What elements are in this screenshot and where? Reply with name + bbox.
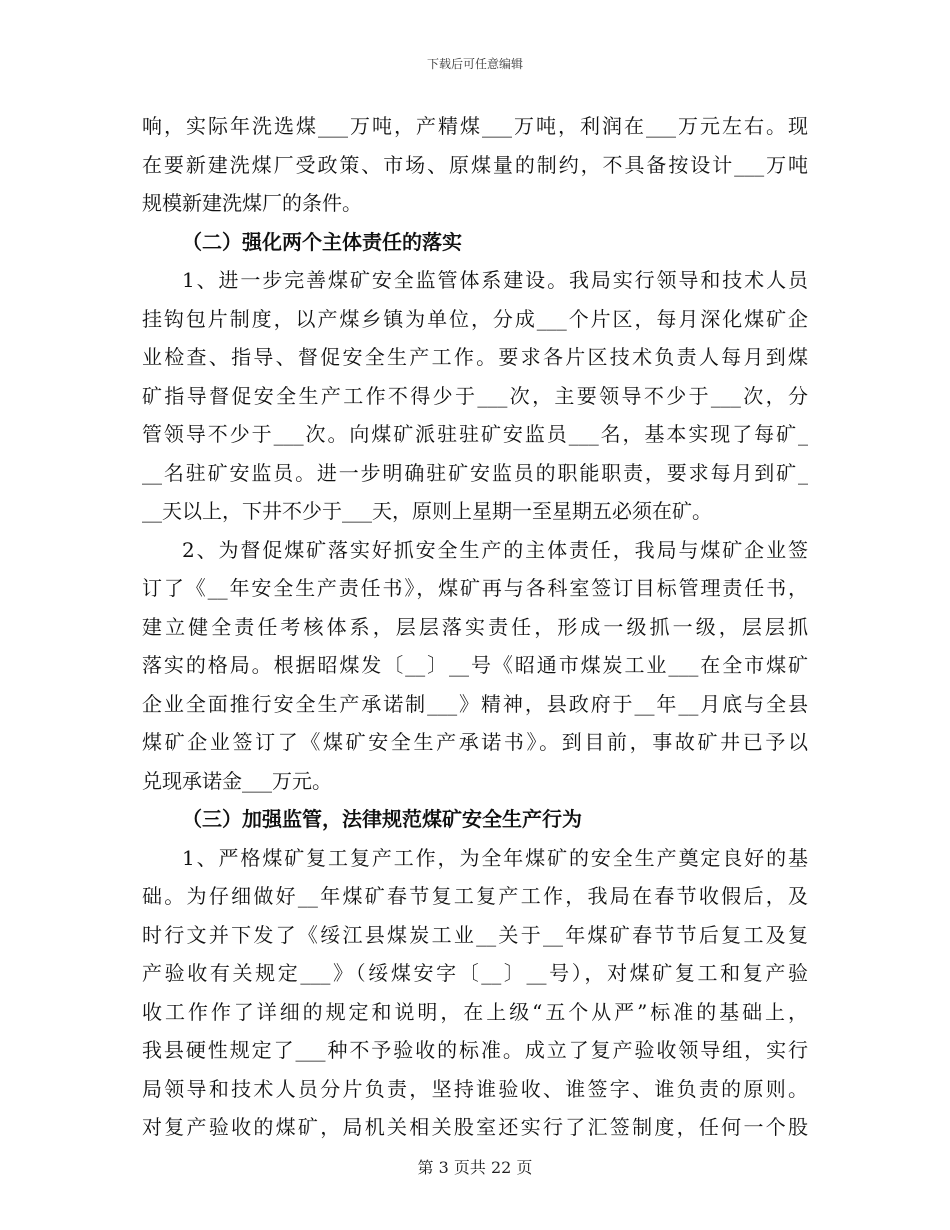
text-line: 企业全面推行安全生产承诺制___》精神，县政府于__年__月底与全县	[142, 691, 808, 716]
text-line: 产验收有关规定___》（绥煤安字〔__〕__号），对煤矿复工和复产验	[142, 961, 808, 985]
document-body	[142, 107, 808, 1147]
text-line: 矿指导督促安全生产工作不得少于___次，主要领导不少于___次，分	[142, 383, 808, 408]
text-line: __天以上，下井不少于___天，原则上星期一至星期五必须在矿。	[142, 499, 712, 523]
text-line: 响，实际年洗选煤___万吨，产精煤___万吨，利润在___万元左右。现	[142, 114, 808, 138]
text-line: 业检查、指导、督促安全生产工作。要求各片区技术负责人每月到煤	[142, 345, 808, 369]
text-line: 时行文并下发了《绥江县煤炭工业__关于__年煤矿春节节后复工及复	[142, 922, 808, 947]
text-line: 订了《__年安全生产责任书》，煤矿再与各科室签订目标管理责任书，	[142, 576, 808, 600]
text-line: 1、进一步完善煤矿安全监管体系建设。我局实行领导和技术人员	[182, 268, 808, 292]
text-line: 2、为督促煤矿落实好抓安全生产的主体责任，我局与煤矿企业签	[182, 537, 808, 562]
text-line: 兑现承诺金___万元。	[142, 768, 332, 793]
text-line: __名驻矿安监员。进一步明确驻矿安监员的职能职责，要求每月到矿_	[142, 460, 808, 485]
text-line: 建立健全责任考核体系，层层落实责任，形成一级抓一级，层层抓	[142, 614, 808, 639]
text-line: 局领导和技术人员分片负责，坚持谁验收、谁签字、谁负责的原则。	[142, 1076, 808, 1101]
page-header: 下载后可任意编辑	[426, 57, 523, 71]
text-line: 对复产验收的煤矿，局机关相关股室还实行了汇签制度，任何一个股	[142, 1115, 808, 1139]
text-line: 落实的格局。根据昭煤发〔__〕__号《昭通市煤炭工业___在全市煤矿	[142, 653, 808, 677]
text-line: 管领导不少于___次。向煤矿派驻驻矿安监员___名，基本实现了每矿_	[142, 422, 808, 446]
text-line: 1、严格煤矿复工复产工作，为全年煤矿的安全生产奠定良好的基	[182, 845, 808, 870]
text-line: 规模新建洗煤厂的条件。	[142, 191, 362, 215]
text-line: 我县硬性规定了___种不予验收的标准。成立了复产验收领导组，实行	[142, 1038, 808, 1062]
page-footer: 第 3 页共 22 页	[417, 1158, 533, 1177]
text-line: 煤矿企业签订了《煤矿安全生产承诺书》。到目前，事故矿井已予以	[142, 730, 808, 754]
text-line: 收工作作了详细的规定和说明，在上级“五个从严”标准的基础上，	[142, 999, 808, 1024]
section-heading: （三）加强监管，法律规范煤矿安全生产行为	[182, 807, 582, 831]
section-heading: （二）强化两个主体责任的落实	[182, 229, 462, 254]
text-line: 挂钩包片制度，以产煤乡镇为单位，分成___个片区，每月深化煤矿企	[142, 306, 808, 331]
text-line: 在要新建洗煤厂受政策、市场、原煤量的制约，不具备按设计___万吨	[142, 152, 808, 177]
text-line: 础。为仔细做好__年煤矿春节复工复产工作，我局在春节收假后，及	[142, 884, 808, 908]
